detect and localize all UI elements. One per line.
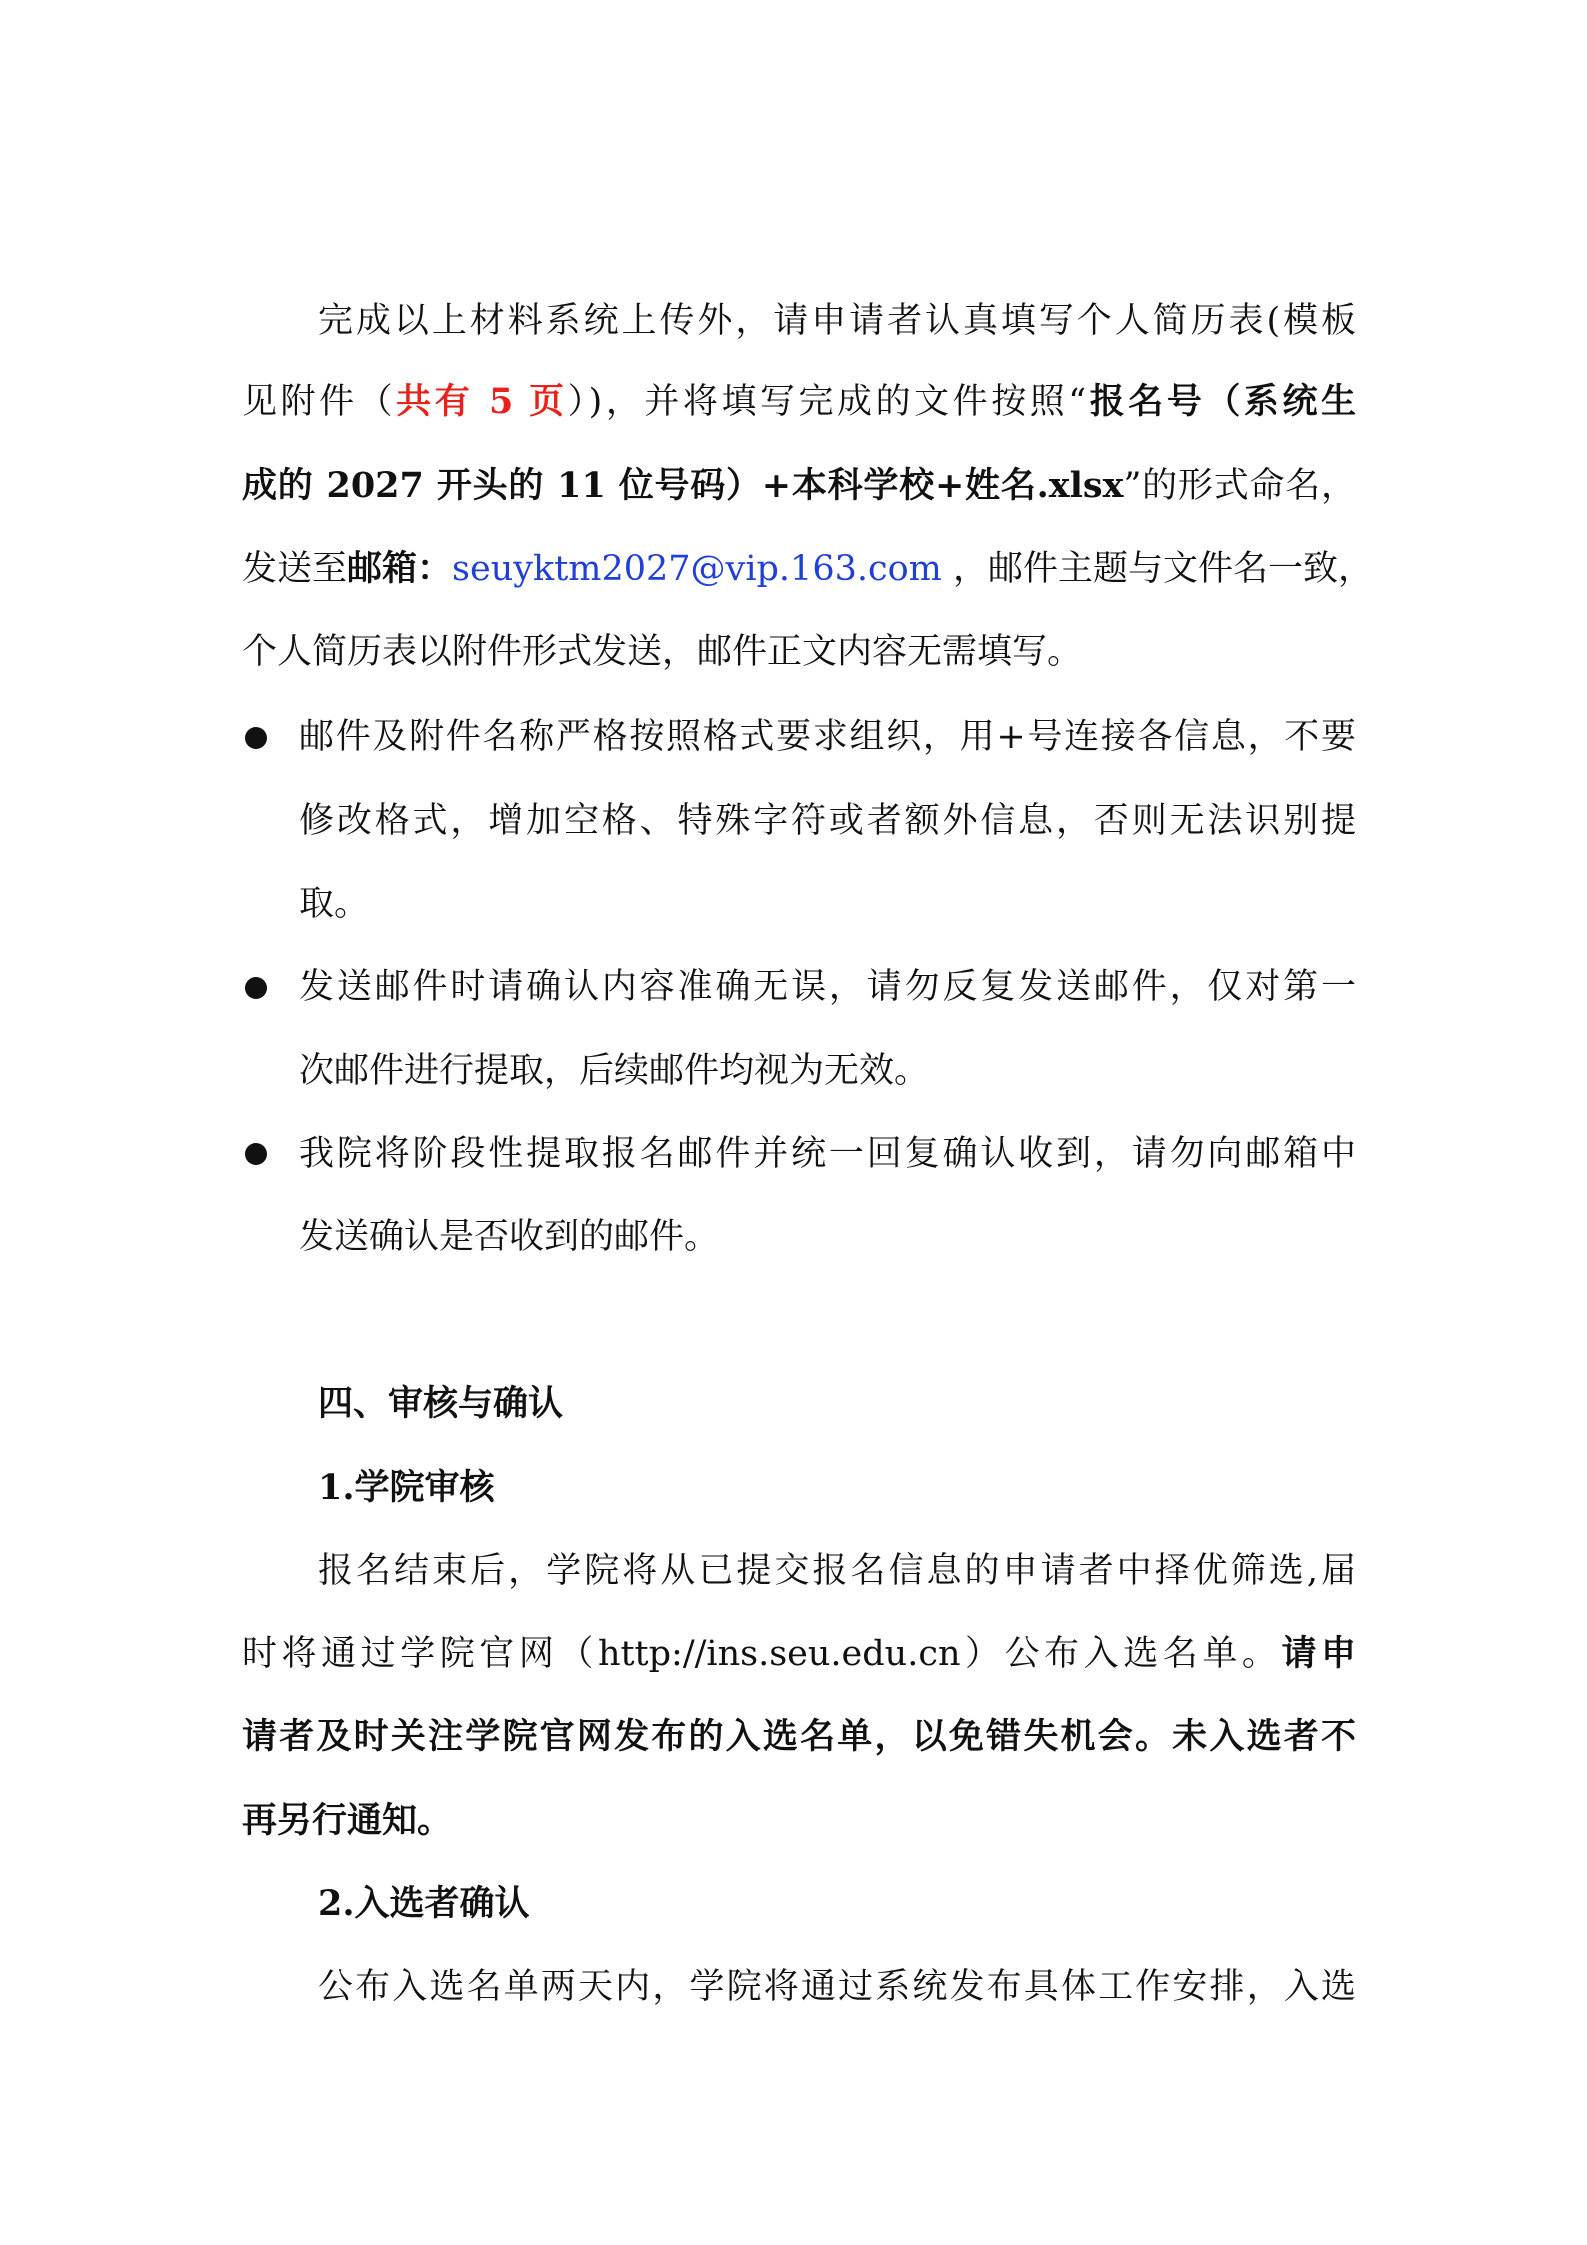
bullet-dot-icon xyxy=(245,1143,267,1165)
bullet1-line1: 邮件及附件名称严格按照格式要求组织，用+号连接各信息，不要 xyxy=(299,717,1356,757)
filename-format: 成的 2027 开头的 11 位号码）+本科学校+姓名.xlsx xyxy=(242,465,1124,506)
subsection-heading-2: 2.入选者确认 xyxy=(318,1883,530,1924)
section-heading: 四、审核与确认 xyxy=(318,1383,564,1424)
bullet3-line1: 我院将阶段性提取报名邮件并统一回复确认收到，请勿向邮箱中 xyxy=(299,1134,1356,1174)
bullet-dot-icon xyxy=(245,977,267,999)
bullet1-line2: 修改格式，增加空格、特殊字符或者额外信息，否则无法识别提 xyxy=(299,801,1356,841)
bullet2-line2: 次邮件进行提取，后续邮件均视为无效。 xyxy=(299,1051,930,1091)
subsection-heading-1: 1.学院审核 xyxy=(318,1467,495,1508)
email-address-link[interactable]: seuyktm2027@vip.163.com xyxy=(452,549,942,589)
bullet-dot-icon xyxy=(245,727,267,749)
bullet2-line1: 发送邮件时请确认内容准确无误，请勿反复发送邮件，仅对第一 xyxy=(299,967,1356,1007)
page-count-highlight: 共有 5 页 xyxy=(396,381,568,422)
para2-line3: 请者及时关注学院官网发布的入选名单，以免错失机会。未入选者不 xyxy=(242,1716,1356,1757)
para1-line2: 见附件（共有 5 页）)，并将填写完成的文件按照“报名号（系统生 xyxy=(242,381,1356,422)
para1-line4: 发送至邮箱：seuyktm2027@vip.163.com ，邮件主题与文件名一致， xyxy=(242,548,1373,589)
bullet1-line3: 取。 xyxy=(299,884,370,924)
para3-line1: 公布入选名单两天内，学院将通过系统发布具体工作安排，入选 xyxy=(318,1967,1356,2007)
para1-line1: 完成以上材料系统上传外，请申请者认真填写个人简历表(模板 xyxy=(318,301,1356,341)
para1-line5: 个人简历表以附件形式发送，邮件正文内容无需填写。 xyxy=(242,632,1083,672)
para2-line4: 再另行通知。 xyxy=(242,1800,453,1841)
para2-line1: 报名结束后，学院将从已提交报名信息的申请者中择优筛选,届 xyxy=(318,1551,1356,1591)
para2-line2: 时将通过学院官网（http://ins.seu.edu.cn）公布入选名单。请申 xyxy=(242,1633,1356,1674)
bullet3-line2: 发送确认是否收到的邮件。 xyxy=(299,1217,720,1257)
para1-line3: 成的 2027 开头的 11 位号码）+本科学校+姓名.xlsx”的形式命名， xyxy=(242,465,1356,506)
